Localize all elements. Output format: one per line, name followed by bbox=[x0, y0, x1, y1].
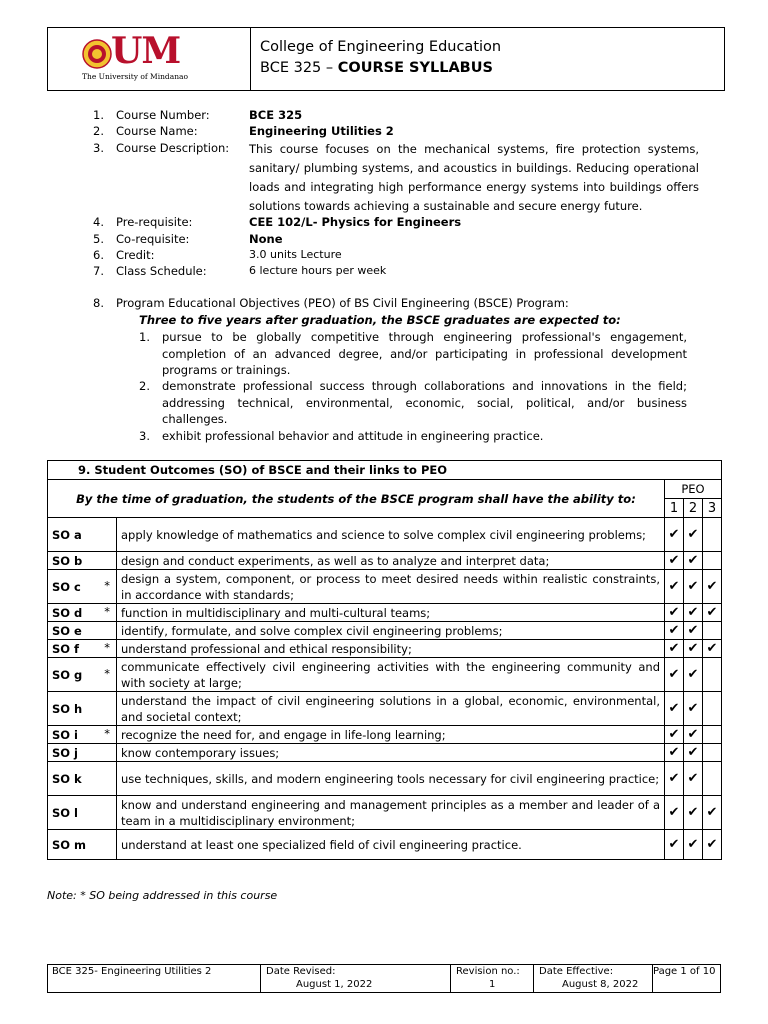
so-description: recognize the need for, and engage in life-long learning; bbox=[117, 726, 665, 744]
so-description: understand at least one specialized field of civil engineering practice. bbox=[117, 830, 665, 860]
footer-page: Page 1 of 10 bbox=[653, 966, 716, 977]
info-num-2: 2. bbox=[93, 124, 104, 138]
peo-item-text: exhibit professional behavior and attitude in engineering practice. bbox=[162, 429, 544, 443]
footer-revision-label: Revision no.: bbox=[456, 966, 520, 977]
check-icon: ✔ bbox=[687, 727, 699, 742]
check-icon: ✔ bbox=[687, 641, 699, 656]
peo-2-cell bbox=[684, 622, 703, 640]
peo-num: 8. bbox=[93, 296, 104, 310]
college-name: College of Engineering Education bbox=[260, 39, 502, 55]
check-icon: ✔ bbox=[687, 623, 699, 638]
peo-2-cell bbox=[684, 658, 703, 692]
university-seal-icon bbox=[82, 39, 112, 69]
info-label-prerequisite: Pre-requisite: bbox=[116, 215, 193, 229]
so-addressed-marker: * bbox=[104, 726, 110, 741]
so-code bbox=[48, 518, 117, 552]
check-icon: ✔ bbox=[687, 805, 699, 820]
so-code bbox=[48, 658, 117, 692]
info-label-class-schedule: Class Schedule: bbox=[116, 264, 207, 278]
so-code bbox=[48, 796, 117, 830]
info-num-3: 3. bbox=[93, 141, 104, 155]
peo-1-cell bbox=[665, 830, 684, 860]
so-code bbox=[48, 570, 117, 604]
logo-subtext: The University of Mindanao bbox=[82, 72, 189, 81]
check-icon: ✔ bbox=[706, 641, 718, 656]
peo-2-cell bbox=[684, 570, 703, 604]
peo-1-cell bbox=[665, 570, 684, 604]
so-code bbox=[48, 622, 117, 640]
so-code bbox=[48, 692, 117, 726]
peo-3-cell bbox=[703, 622, 722, 640]
check-icon: ✔ bbox=[668, 701, 680, 716]
info-num-1: 1. bbox=[93, 108, 104, 122]
so-code-label: SO m bbox=[52, 837, 87, 852]
so-code bbox=[48, 604, 117, 622]
so-row bbox=[48, 552, 722, 570]
info-num-6: 6. bbox=[93, 248, 104, 262]
so-code bbox=[48, 744, 117, 762]
so-description: understand professional and ethical responsibility; bbox=[117, 640, 665, 658]
so-code bbox=[48, 552, 117, 570]
so-row bbox=[48, 796, 722, 830]
syllabus-header bbox=[47, 27, 725, 91]
so-row bbox=[48, 518, 722, 552]
info-value-credit: 3.0 units Lecture bbox=[249, 248, 342, 261]
peo-item-text: demonstrate professional success through collaborations and innovations in the field; addressing technical, environmental, economic, social, political, and/or business challenges. bbox=[162, 379, 687, 426]
peo-1-cell bbox=[665, 744, 684, 762]
peo-3-cell bbox=[703, 762, 722, 796]
info-label-credit: Credit: bbox=[116, 248, 155, 262]
so-description: design a system, component, or process to meet desired needs within realistic constraints, in accordance with standards; bbox=[117, 570, 665, 604]
check-icon: ✔ bbox=[668, 727, 680, 742]
so-description: know contemporary issues; bbox=[117, 744, 665, 762]
peo-1-cell bbox=[665, 692, 684, 726]
so-row bbox=[48, 570, 722, 604]
so-code bbox=[48, 762, 117, 796]
so-code-label: SO e bbox=[52, 623, 82, 638]
so-row bbox=[48, 726, 722, 744]
logo-um: UM bbox=[111, 30, 181, 72]
so-description: communicate effectively civil engineering activities with the engineering community and with society at large; bbox=[117, 658, 665, 692]
peo-col-3: 3 bbox=[703, 499, 722, 518]
so-row bbox=[48, 622, 722, 640]
so-addressed-marker: * bbox=[104, 640, 110, 655]
so-row bbox=[48, 604, 722, 622]
peo-3-cell bbox=[703, 744, 722, 762]
footer-revised-cell bbox=[261, 965, 451, 992]
peo-2-cell bbox=[684, 796, 703, 830]
info-num-7: 7. bbox=[93, 264, 104, 278]
so-code-label: SO h bbox=[52, 701, 83, 716]
peo-item-text: pursue to be globally competitive through engineering professional's engagement, completion of an advanced degree, and/or participating in professional development programs or trainings. bbox=[162, 330, 687, 377]
info-value-corequisite: None bbox=[249, 232, 283, 246]
so-table-title: 9. Student Outcomes (SO) of BSCE and their links to PEO bbox=[48, 461, 722, 480]
so-row bbox=[48, 658, 722, 692]
check-icon: ✔ bbox=[687, 553, 699, 568]
check-icon: ✔ bbox=[706, 837, 718, 852]
peo-3-cell bbox=[703, 570, 722, 604]
check-icon: ✔ bbox=[687, 667, 699, 682]
student-outcomes-table bbox=[47, 460, 722, 860]
footer-revised-value: August 1, 2022 bbox=[296, 979, 373, 990]
check-icon: ✔ bbox=[668, 745, 680, 760]
check-icon: ✔ bbox=[668, 553, 680, 568]
peo-intro: Program Educational Objectives (PEO) of BS Civil Engineering (BSCE) Program: bbox=[116, 296, 569, 310]
so-description: design and conduct experiments, as well as to analyze and interpret data; bbox=[117, 552, 665, 570]
so-description: know and understand engineering and management principles as a member and leader of a team in a multidisciplinary environment; bbox=[117, 796, 665, 830]
so-code-label: SO j bbox=[52, 745, 79, 760]
so-row bbox=[48, 692, 722, 726]
peo-3-cell bbox=[703, 796, 722, 830]
footer-revision-cell bbox=[451, 965, 534, 992]
peo-1-cell bbox=[665, 726, 684, 744]
logo-cell bbox=[48, 28, 251, 90]
check-icon: ✔ bbox=[668, 805, 680, 820]
peo-2-cell bbox=[684, 830, 703, 860]
peo-2-cell bbox=[684, 692, 703, 726]
peo-2-cell bbox=[684, 744, 703, 762]
footer-effective-value: August 8, 2022 bbox=[562, 979, 639, 990]
footer-revised-label: Date Revised: bbox=[266, 966, 336, 977]
so-table-lead: By the time of graduation, the students of the BSCE program shall have the ability to: bbox=[48, 480, 665, 518]
info-value-class-schedule: 6 lecture hours per week bbox=[249, 264, 387, 277]
peo-item-num: 2. bbox=[139, 379, 150, 393]
check-icon: ✔ bbox=[706, 579, 718, 594]
peo-item bbox=[139, 378, 687, 428]
peo-3-cell bbox=[703, 552, 722, 570]
info-value-course-number: BCE 325 bbox=[249, 108, 303, 122]
check-icon: ✔ bbox=[687, 771, 699, 786]
check-icon: ✔ bbox=[687, 701, 699, 716]
peo-3-cell bbox=[703, 658, 722, 692]
info-label-course-name: Course Name: bbox=[116, 124, 198, 138]
header-text bbox=[260, 37, 501, 79]
peo-2-cell bbox=[684, 518, 703, 552]
peo-item bbox=[139, 329, 687, 379]
course-code: BCE 325 – bbox=[260, 60, 338, 76]
so-code-label: SO d bbox=[52, 605, 83, 620]
so-code-label: SO k bbox=[52, 771, 82, 786]
info-value-prerequisite: CEE 102/L- Physics for Engineers bbox=[249, 215, 462, 229]
peo-3-cell bbox=[703, 640, 722, 658]
peo-2-cell bbox=[684, 726, 703, 744]
course-title-line bbox=[260, 58, 501, 79]
so-code-label: SO g bbox=[52, 667, 83, 682]
so-addressed-marker: * bbox=[104, 604, 110, 619]
peo-1-cell bbox=[665, 640, 684, 658]
so-code-label: SO l bbox=[52, 805, 79, 820]
peo-1-cell bbox=[665, 762, 684, 796]
doc-type: COURSE SYLLABUS bbox=[337, 60, 493, 76]
info-label-course-number: Course Number: bbox=[116, 108, 210, 122]
peo-3-cell bbox=[703, 726, 722, 744]
info-value-course-name: Engineering Utilities 2 bbox=[249, 124, 394, 138]
check-icon: ✔ bbox=[668, 837, 680, 852]
footer-course: BCE 325- Engineering Utilities 2 bbox=[52, 966, 212, 977]
so-addressed-marker: * bbox=[104, 578, 110, 593]
so-row bbox=[48, 762, 722, 796]
peo-1-cell bbox=[665, 622, 684, 640]
so-row bbox=[48, 830, 722, 860]
peo-item-num: 3. bbox=[139, 429, 150, 443]
footer-effective-cell bbox=[534, 965, 653, 992]
so-description: identify, formulate, and solve complex civil engineering problems; bbox=[117, 622, 665, 640]
so-code bbox=[48, 726, 117, 744]
so-code bbox=[48, 830, 117, 860]
check-icon: ✔ bbox=[706, 605, 718, 620]
check-icon: ✔ bbox=[668, 605, 680, 620]
so-code-label: SO b bbox=[52, 553, 83, 568]
peo-2-cell bbox=[684, 552, 703, 570]
info-label-corequisite: Co-requisite: bbox=[116, 232, 190, 246]
footer-revision-value: 1 bbox=[489, 979, 496, 990]
check-icon: ✔ bbox=[668, 579, 680, 594]
peo-1-cell bbox=[665, 604, 684, 622]
so-description: function in multidisciplinary and multi-cultural teams; bbox=[117, 604, 665, 622]
so-code-label: SO i bbox=[52, 727, 79, 742]
peo-item-num: 1. bbox=[139, 330, 150, 344]
so-note: Note: * SO being addressed in this course bbox=[47, 889, 278, 902]
so-code-label: SO f bbox=[52, 641, 80, 656]
page-footer bbox=[47, 964, 721, 993]
peo-1-cell bbox=[665, 552, 684, 570]
peo-2-cell bbox=[684, 762, 703, 796]
check-icon: ✔ bbox=[687, 745, 699, 760]
peo-lead: Three to five years after graduation, the BSCE graduates are expected to: bbox=[139, 313, 621, 327]
so-description: understand the impact of civil engineering solutions in a global, economic, environmental, and societal context; bbox=[117, 692, 665, 726]
info-num-5: 5. bbox=[93, 232, 104, 246]
peo-header: PEO bbox=[665, 480, 722, 499]
so-addressed-marker: * bbox=[104, 666, 110, 681]
peo-3-cell bbox=[703, 518, 722, 552]
check-icon: ✔ bbox=[668, 667, 680, 682]
so-code bbox=[48, 640, 117, 658]
peo-1-cell bbox=[665, 518, 684, 552]
so-description: apply knowledge of mathematics and science to solve complex civil engineering problems; bbox=[117, 518, 665, 552]
info-label-course-description: Course Description: bbox=[116, 141, 230, 155]
peo-3-cell bbox=[703, 830, 722, 860]
check-icon: ✔ bbox=[706, 805, 718, 820]
check-icon: ✔ bbox=[687, 837, 699, 852]
check-icon: ✔ bbox=[668, 623, 680, 638]
check-icon: ✔ bbox=[687, 527, 699, 542]
peo-1-cell bbox=[665, 658, 684, 692]
check-icon: ✔ bbox=[687, 605, 699, 620]
so-description: use techniques, skills, and modern engineering tools necessary for civil engineering practice; bbox=[117, 762, 665, 796]
so-row bbox=[48, 640, 722, 658]
peo-2-cell bbox=[684, 604, 703, 622]
so-code-label: SO c bbox=[52, 579, 81, 594]
check-icon: ✔ bbox=[668, 641, 680, 656]
peo-2-cell bbox=[684, 640, 703, 658]
peo-col-2: 2 bbox=[684, 499, 703, 518]
so-code-label: SO a bbox=[52, 527, 82, 542]
footer-effective-label: Date Effective: bbox=[539, 966, 614, 977]
check-icon: ✔ bbox=[668, 527, 680, 542]
check-icon: ✔ bbox=[687, 579, 699, 594]
peo-item bbox=[139, 428, 687, 445]
info-value-course-description: This course focuses on the mechanical systems, fire protection systems, sanitary/ plumbing systems, and acoustics in buildings. Reducing operational loads and integrating high performance energy systems into buildings offers solutions towards achieving a sustainable and secure energy future. bbox=[249, 142, 699, 213]
check-icon: ✔ bbox=[668, 771, 680, 786]
peo-3-cell bbox=[703, 692, 722, 726]
footer-course-cell bbox=[48, 965, 261, 992]
peo-1-cell bbox=[665, 796, 684, 830]
info-num-4: 4. bbox=[93, 215, 104, 229]
peo-3-cell bbox=[703, 604, 722, 622]
so-row bbox=[48, 744, 722, 762]
footer-page-cell bbox=[653, 965, 720, 992]
peo-col-1: 1 bbox=[665, 499, 684, 518]
